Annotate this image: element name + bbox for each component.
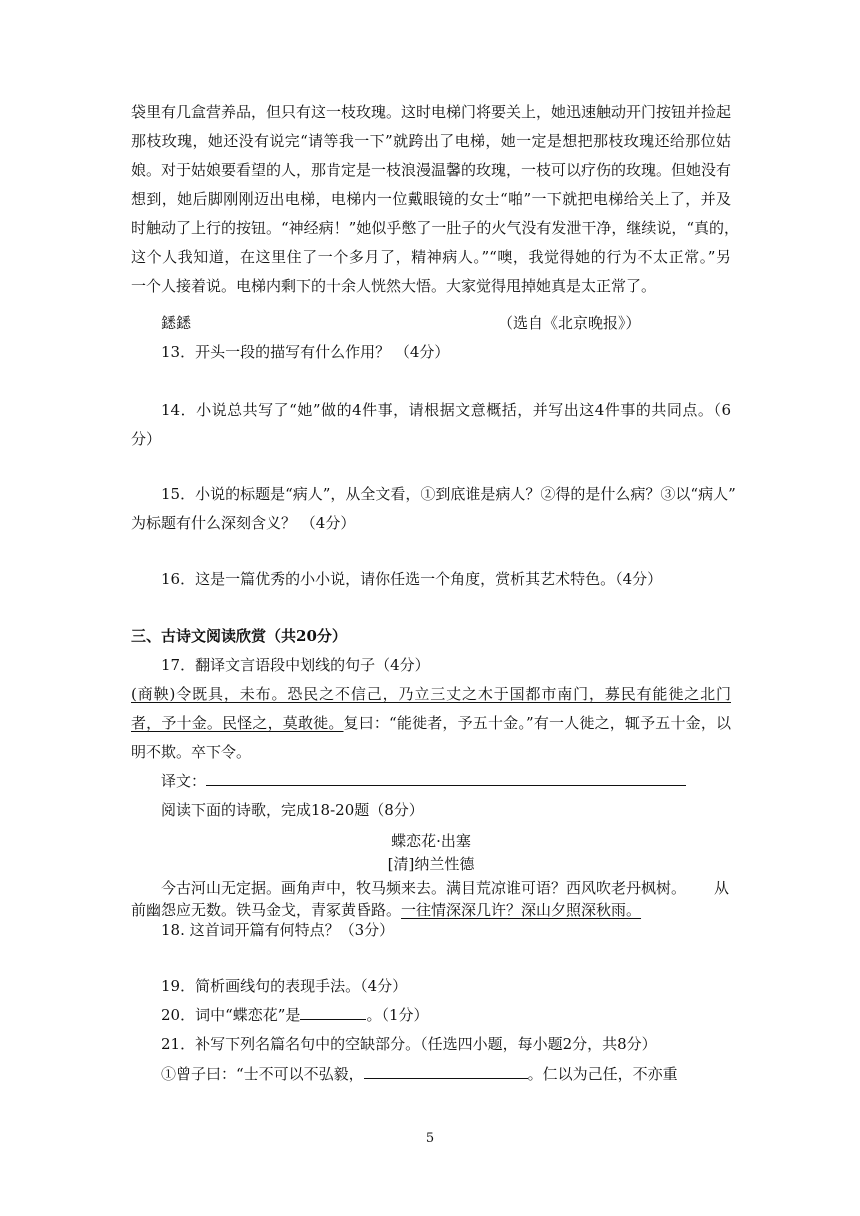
question-13: 13．开头一段的描写有什么作用？ （4分） [161, 343, 450, 361]
question-20-points: 。（1分） [366, 1006, 429, 1024]
story-source: （选自《北京晚报》） [498, 314, 641, 332]
poem-line2 [131, 900, 731, 920]
question-20-text: 20．词中“蝶恋花”是 [161, 1006, 301, 1024]
question-14-line2: 分） [131, 430, 162, 448]
story-line: 一个人接着说。电梯内剩下的十余人恍然大悟。大家觉得甩掉她真是太正常了。 [131, 277, 657, 295]
poem-intro: 阅读下面的诗歌，完成18-20题（8分） [161, 801, 424, 819]
story-line: 那枝玫瑰，她还没有说完“请等我一下”就跨出了电梯，她一定是想把那枝玫瑰还给那位姑 [131, 132, 731, 150]
question-19: 19．简析画线句的表现手法。（4分） [161, 977, 408, 995]
underlined-poem-line: 一往情深深几许？深山夕照深秋雨。 [401, 901, 642, 919]
page-number: 5 [425, 1131, 435, 1146]
classical-text-line1 [131, 684, 731, 704]
question-16: 16．这是一篇优秀的小小说，请你任选一个角度，赏析其艺术特色。（4分） [161, 570, 663, 588]
question-21-item1-blank[interactable] [364, 1064, 528, 1079]
poem-text: 前幽怨应无数。铁马金戈，青冢黄昏路。 [131, 901, 402, 919]
story-line: 娘。对于姑娘要看望的人，那肯定是一枝浪漫温馨的玫瑰，一枝可以疗伤的玫瑰。但她没有 [131, 161, 732, 179]
story-line: 这个人我知道，在这里住了一个多月了，精神病人。”“噢，我觉得她的行为不太正常。”另 [131, 248, 731, 266]
question-15-line2: 为标题有什么深刻含义？ （4分） [131, 514, 356, 532]
question-17: 17．翻译文言语段中划线的句子（4分） [161, 656, 430, 674]
story-line: 想到，她后脚刚刚迈出电梯，电梯内一位戴眼镜的女士“啪”一下就把电梯给关上了，并及 [131, 190, 731, 208]
question-21-item1 [161, 1064, 731, 1084]
story-line: 袋里有几盒营养品，但只有这一枝玫瑰。这时电梯门将要关上，她迅速触动开门按钮并捡起 [131, 103, 732, 121]
question-15-line1: 15．小说的标题是“病人”，从全文看，①到底谁是病人？②得的是什么病？③以“病人” [161, 485, 736, 503]
translation-row [161, 771, 731, 791]
classical-text-line2 [131, 713, 731, 733]
story-author: 鏭鏭 [161, 314, 192, 332]
question-14-line1: 14．小说总共写了“她”做的4件事，请根据文意概括，并写出这4件事的共同点。（6 [161, 401, 731, 419]
story-line: 时触动了上行的按钮。“神经病！”她似乎憋了一肚子的火气没有发泄干净，继续说，“真的， [131, 219, 740, 237]
question-21-item1-post: 。仁以为己任，不亦重 [527, 1065, 678, 1083]
classical-text: 复曰：“能徙者，予五十金。”有一人徙之，辄予五十金，以 [343, 714, 731, 732]
poem-line1 [161, 878, 731, 898]
underlined-sentence: (商鞅)令既具，未布。恐民之不信己，乃立三丈之木于国都市南门，募民有能徙之北门 [131, 685, 731, 703]
translation-label: 译文： [161, 772, 207, 790]
poem-author: [清]纳兰性德 [387, 855, 475, 873]
poem-text-tail: 从 [713, 879, 729, 897]
question-20 [161, 1005, 731, 1025]
translation-answer-blank[interactable] [206, 771, 686, 786]
question-21-item1-pre: ①曾子曰：“士不可以不弘毅， [161, 1065, 364, 1083]
poem-title: 蝶恋花·出塞 [391, 832, 471, 850]
poem-text: 今古河山无定据。画角声中，牧马频来去。满目荒凉谁可语？西风吹老丹枫树。 [161, 879, 687, 897]
classical-text-line3: 明不欺。卒下令。 [131, 743, 252, 761]
question-18: 18. 这首词开篇有何特点？（3分） [161, 921, 395, 939]
question-20-blank[interactable] [300, 1005, 366, 1020]
underlined-sentence: 者，予十金。民怪之，莫敢徙。 [131, 714, 344, 732]
section-heading: 三、古诗文阅读欣赏（共20分） [131, 627, 347, 645]
question-21: 21．补写下列名篇名句中的空缺部分。（任选四小题，每小题2分，共8分） [161, 1035, 657, 1053]
